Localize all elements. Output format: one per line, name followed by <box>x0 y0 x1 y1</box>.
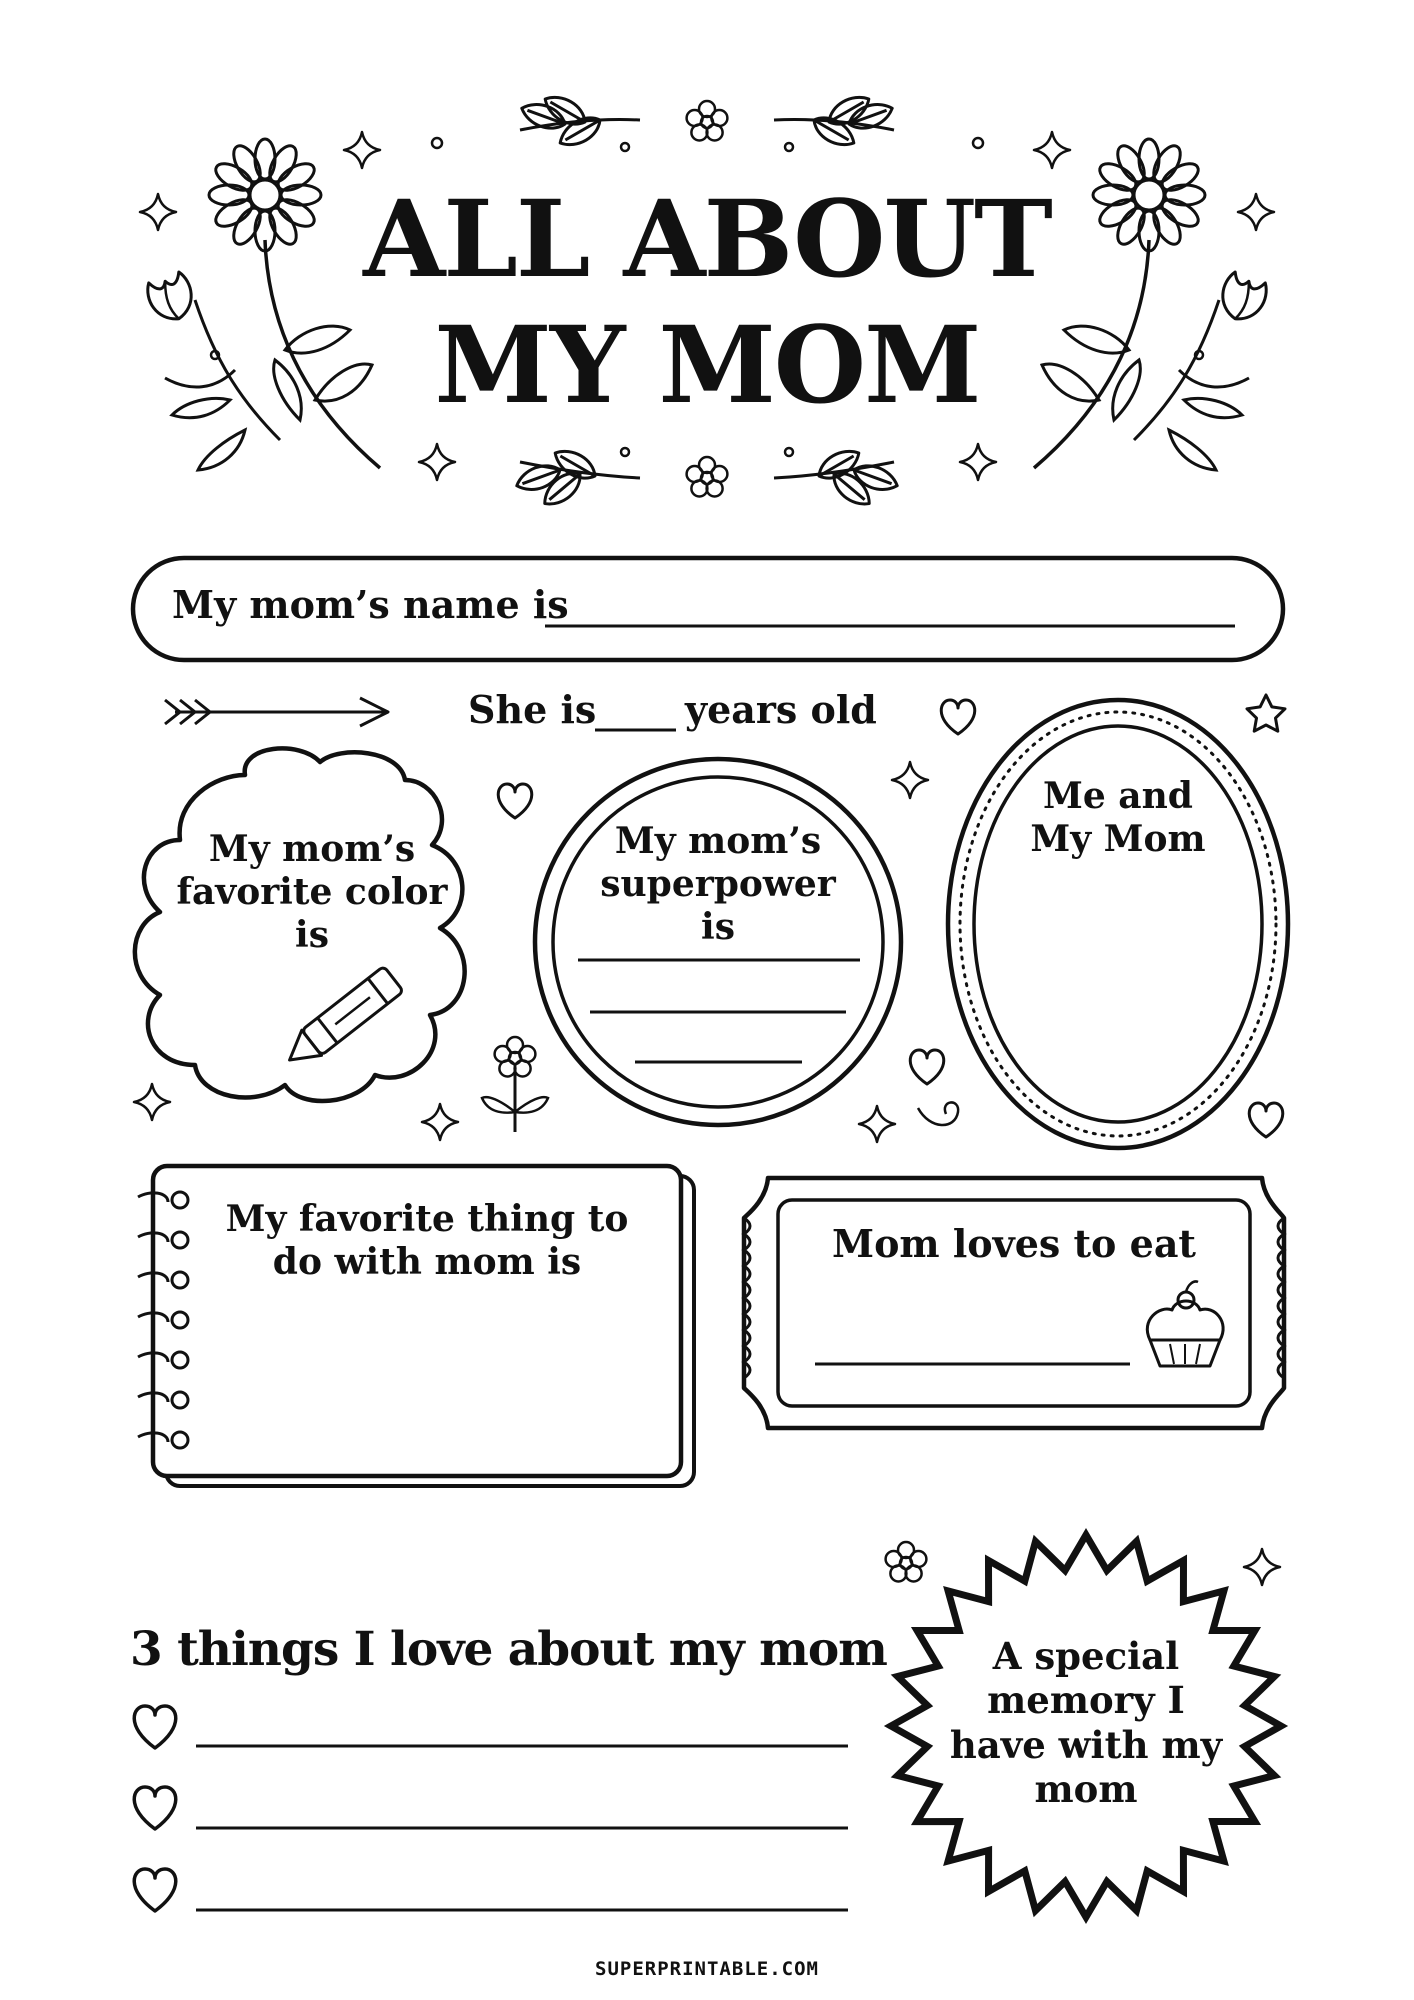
page-title-line2: MY MOM <box>434 302 980 427</box>
favorite-thing-label: My favorite thing to do with mom is <box>225 1198 629 1284</box>
small-flower-stem-icon <box>482 1037 548 1132</box>
photo-frame-outer <box>948 700 1288 1148</box>
age-prefix: She is <box>468 687 597 732</box>
ticket-frame <box>744 1178 1284 1428</box>
crayon-icon <box>280 966 404 1072</box>
sparkle-icon <box>134 1084 170 1120</box>
sparkle-icon <box>892 762 928 798</box>
love-list-lines <box>134 1706 848 1911</box>
favorite-color-label: My mom’s favorite color is <box>176 828 448 957</box>
left-bouquet-icon <box>144 139 380 470</box>
bottom-flower-icon <box>687 457 728 497</box>
heart-icon <box>498 784 532 818</box>
age-suffix: years old <box>685 687 877 732</box>
sparkle-icon <box>1244 1549 1280 1585</box>
heart-icon <box>941 700 975 734</box>
flower-icon <box>886 1542 927 1582</box>
arrow-icon <box>165 698 388 726</box>
top-flower-icon <box>687 101 728 141</box>
star-icon <box>1247 695 1285 731</box>
top-right-sprig-icon <box>774 90 896 152</box>
swirl-icon <box>918 1102 958 1125</box>
heart-icon <box>1249 1103 1283 1137</box>
memory-label: A special memory I have with my mom <box>949 1634 1223 1812</box>
right-bouquet-icon <box>1034 139 1270 470</box>
sparkle-icon <box>859 1106 895 1142</box>
cupcake-icon <box>1147 1281 1223 1366</box>
heart-icon <box>910 1050 944 1084</box>
name-field-label: My mom’s name is <box>172 582 569 627</box>
top-left-sprig-icon <box>518 90 640 152</box>
page-title-line1: ALL ABOUT <box>363 176 1051 301</box>
superpower-label: My mom’s superpower is <box>600 820 836 949</box>
sparkle-icon <box>422 1104 458 1140</box>
footer-credit: SUPERPRINTABLE.COM <box>595 1958 819 1980</box>
photo-frame-label: Me and My Mom <box>1030 775 1206 861</box>
food-label: Mom loves to eat <box>832 1221 1196 1266</box>
love-list-heading: 3 things I love about my mom <box>130 1622 887 1677</box>
